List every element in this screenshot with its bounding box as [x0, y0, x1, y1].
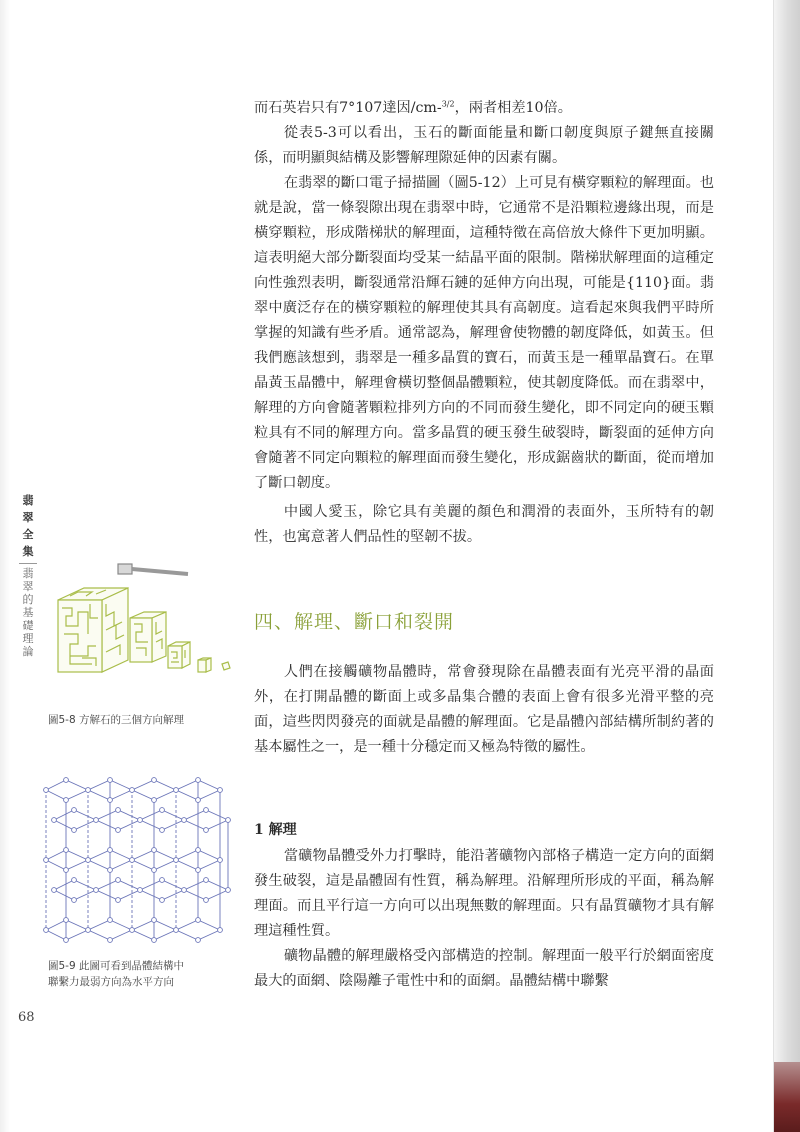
paragraph: 礦物晶體的解理嚴格受內部構造的控制。解理面一般平行於網面密度最大的面網、陰陽離子電性中和的面網。晶體結構中聯繫	[254, 948, 714, 989]
main-text-top	[254, 96, 714, 550]
paragraph: 從表5-3可以看出，玉石的斷面能量和斷口韌度與原子鍵無直接關係，而明顯與結構及影響解理隙延伸的因素有關。	[254, 125, 714, 166]
section-intro	[254, 660, 714, 760]
paragraph: 當礦物晶體受外力打擊時，能沿著礦物內部格子構造一定方向的面網發生破裂，這是晶體固有性質，稱為解理。沿解理所形成的平面，稱為解理面。而且平行這一方向可以出現無數的解理面。只有晶質礦物才具有解理這種性質。	[254, 848, 714, 939]
figure-crystal-lattice	[40, 772, 240, 952]
paragraph: 中國人愛玉，除它具有美麗的顏色和潤滑的表面外，玉所特有的韌性，也寓意著人們品性的堅韌不拔。	[254, 504, 714, 545]
figure-5-9-caption-line1: 圖5-9 此圖可看到晶體結構中	[48, 960, 184, 972]
page-number: 68	[18, 1010, 35, 1025]
book-title: 翡 翠 全 集	[22, 494, 34, 558]
paragraph: 人們在接觸礦物晶體時，常會發現除在晶體表面有光亮平滑的晶面外，在打開晶體的斷面上或多晶集合體的表面上會有很多光滑平整的亮面，這些閃閃發亮的面就是晶體的解理面。它是晶體內部結構所制約著的基本屬性之一，是一種十分穩定而又極為特徵的屬性。	[254, 664, 714, 755]
figure-5-8-caption: 圖5-8 方解石的三個方向解理	[48, 714, 184, 726]
side-tab	[16, 492, 40, 658]
subsection-title: 1 解理	[254, 822, 297, 838]
page-binding	[0, 0, 10, 1132]
section-title: 四、解理、斷口和裂開	[254, 611, 455, 633]
figure-calcite-cleavage	[40, 560, 240, 700]
page-shadow	[774, 0, 800, 1132]
paragraph: 在翡翠的斷口電子掃描圖（圖5-12）上可見有橫穿顆粒的解理面。也就是說，當一條裂隙出現在翡翠中時，它通常不是沿顆粒邊緣出現，而是橫穿顆粒，形成階梯狀的解理面，這種特徵在高倍放大條件下更加明顯。這表明絕大部分斷裂面均受某一結晶平面的限制。階梯狀解理面的這種定向性強烈表明，斷裂通常沿輝石鏈的延伸方向出現，可能是{110}面。翡翠中廣泛存在的橫穿顆粒的解理使其具有高韌度。這看起來與我們平時所掌握的知識有些矛盾。通常認為，解理會使物體的韌度降低，如黃玉。但我們應該想到，翡翠是一種多晶質的寶石，而黃玉是一種單晶寶石。在單晶黃玉晶體中，解理會橫切整個晶體顆粒，使其韌度降低。而在翡翠中，解理的方向會隨著顆粒排列方向的不同而發生變化，即不同定向的硬玉顆粒具有不同的解理方向。當多晶質的硬玉發生破裂時，斷裂面的延伸方向會隨著不同定向顆粒的解理面而發生變化，形成鋸齒狀的斷面，從而增加了斷口韌度。	[254, 175, 714, 491]
figure-5-9-caption-line2: 聯繫力最弱方向為水平方向	[48, 976, 174, 988]
figure-5-9-caption	[48, 958, 184, 990]
side-tab-rule	[19, 563, 37, 564]
cover-edge	[774, 1062, 800, 1132]
paragraph-continued: 而石英岩只有7°107達因/cm-$^{3/2}$，兩者相差10倍。	[254, 99, 572, 116]
chapter-title: 翡 翠 的 基 礎 理 論	[22, 567, 34, 658]
subsection-body	[254, 844, 714, 994]
